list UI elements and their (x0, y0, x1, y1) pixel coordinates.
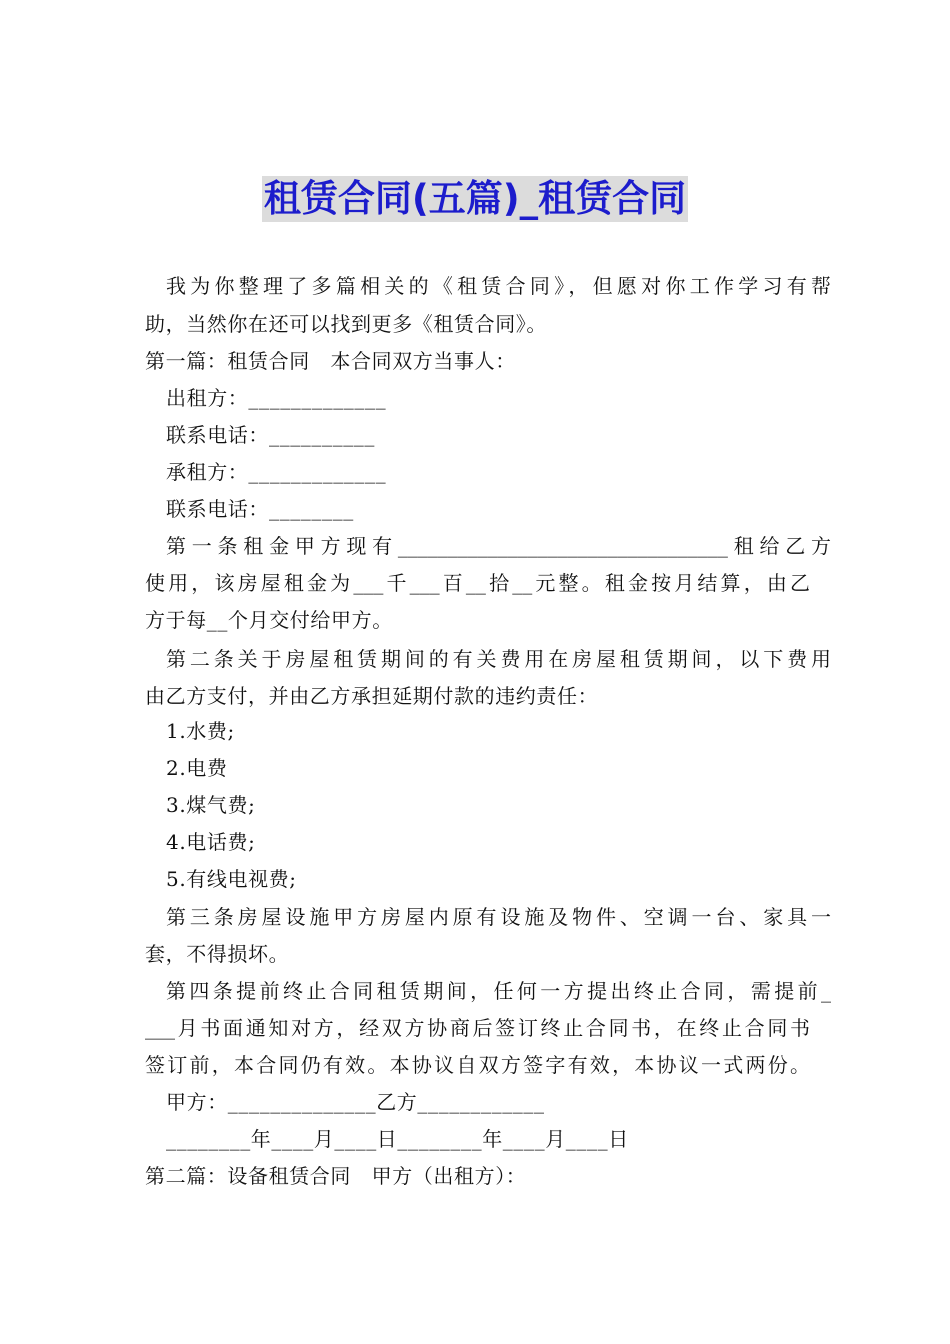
article-1-line-1: 第一条租金甲方现有_________________________________租给乙方 (166, 534, 831, 558)
fee-item-5: 5.有线电视费; (166, 867, 297, 891)
signature-line: 甲方：______________乙方____________ (166, 1090, 545, 1114)
article-2-line-1: 第二条关于房屋租赁期间的有关费用在房屋租赁期间，以下费用 (166, 647, 831, 671)
fee-item-1: 1.水费; (166, 719, 235, 743)
fee-item-4: 4.电话费; (166, 830, 256, 854)
article-2-line-2: 由乙方支付，并由乙方承担延期付款的违约责任： (145, 684, 599, 708)
article-4-line-3: 签订前，本合同仍有效。本协议自双方签字有效，本协议一式两份。 (145, 1053, 810, 1077)
fee-item-3: 3.煤气费; (166, 793, 256, 817)
lessor-field: 出租方：_____________ (166, 386, 387, 410)
section-heading-2: 第二篇：设备租赁合同 甲方（出租方）： (145, 1164, 527, 1188)
article-1-line-3: 方于每__个月交付给甲方。 (145, 608, 393, 632)
intro-line-2: 助，当然你在还可以找到更多《租赁合同》。 (145, 312, 547, 336)
article-3-line-2: 套，不得损坏。 (145, 942, 290, 966)
lessee-phone-field: 联系电话：________ (166, 497, 354, 521)
date-line: ________年____月____日________年____月____日 (166, 1127, 629, 1151)
article-4-line-1: 第四条提前终止合同租赁期间，任何一方提出终止合同，需提前_ (166, 979, 831, 1003)
fee-item-2: 2.电费 (166, 756, 228, 780)
lessee-field: 承租方：_____________ (166, 460, 387, 484)
article-4-line-2: ___月书面通知对方，经双方协商后签订终止合同书，在终止合同书 (145, 1016, 810, 1040)
document-title: 租赁合同(五篇)_租赁合同 (263, 177, 687, 220)
intro-line-1: 我为你整理了多篇相关的《租赁合同》，但愿对你工作学习有帮 (166, 274, 831, 298)
section-heading-1: 第一篇：租赁合同 本合同双方当事人： (145, 349, 516, 373)
lessor-phone-field: 联系电话：__________ (166, 423, 375, 447)
article-1-line-2: 使用，该房屋租金为___千___百__拾__元整。租金按月结算，由乙 (145, 571, 810, 595)
article-3-line-1: 第三条房屋设施甲方房屋内原有设施及物件、空调一台、家具一 (166, 905, 831, 929)
